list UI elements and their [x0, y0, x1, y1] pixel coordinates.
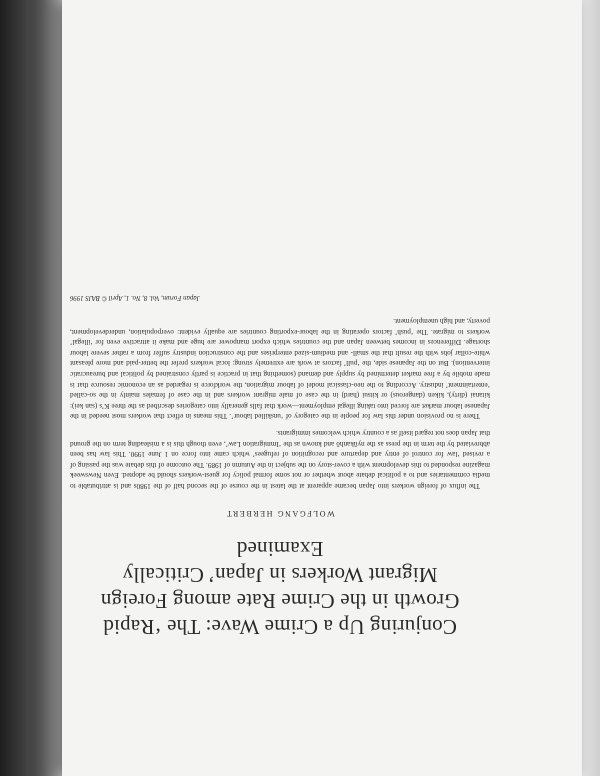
- author-name: WOLFGANG HERBERT: [225, 509, 335, 518]
- book-spine-shadow: [0, 0, 70, 776]
- article-title: Conjuring Up a Crime Wave: The ‘Rapid Growth in the Crime Rate among Foreign Migrant Workers in Japan’ Critically Examined: [100, 537, 460, 639]
- journal-footer: Japan Forum, Vol. 8, No. 1, April © BAJS 1996: [70, 294, 200, 302]
- article-body: [70, 316, 490, 492]
- paragraph: There is no provision under this law for people in the category of ‘unskilled labour’. This means in effect that workers most needed in the Japanese labour market are forced into taking illegal employment—work that falls generally into categories described as the three K’s (san kei): kitanai (dirty), kiken (dangerous) or kitsui (hard) in the case of male migrant workers and in the case of females mainly in the so-called ‘entertainment’ industry. According to the neo-classical model of labour migration, the workforce is regarded as an economic resource that is made mobile by a free market determined by supply and demand (something that in practice is partly constrained by political and bureaucratic intervention). But on the Japanese side, the ‘pull’ factors at work are extremely strong: local workers prefer the better-paid and more pleasant white-collar jobs with the result that the small- and medium-sized enterprises and the construction industry suffer from a rather severe labour shortage. Differences in incomes between Japan and the countries which export manpower are huge and make it attractive even for ‘illegal’ workers to migrate. The ‘push’ factors operating in the labour-exporting countries are equally evident: overpopulation, underdevelopment, poverty, and high unemployment.: [70, 317, 490, 421]
- article-content: [70, 120, 490, 640]
- page-edge-shadow: [580, 0, 600, 776]
- paragraph: The influx of foreign workers into Japan became apparent at the latest in the course of the second half of the 1980s and is attributable to media commentaries and to a political debate about whether or not some formal policy for guest-workers should be adopted. Even Newsweek magazine responded to this development with a cover-story on the subject in the Autumn of 1989. The outcome of this debate was the passing of a revised ‘law for control of entry and departure and recognition of refugees’ which came into force on 1 June 1990. This law has been abbreviated by the term in the press as the nyūkanhō and known as the ‘Immigration Law’, even though this is a misleading term on the ground that Japan does not regard itself as a country which welcomes immigrants.: [70, 429, 490, 490]
